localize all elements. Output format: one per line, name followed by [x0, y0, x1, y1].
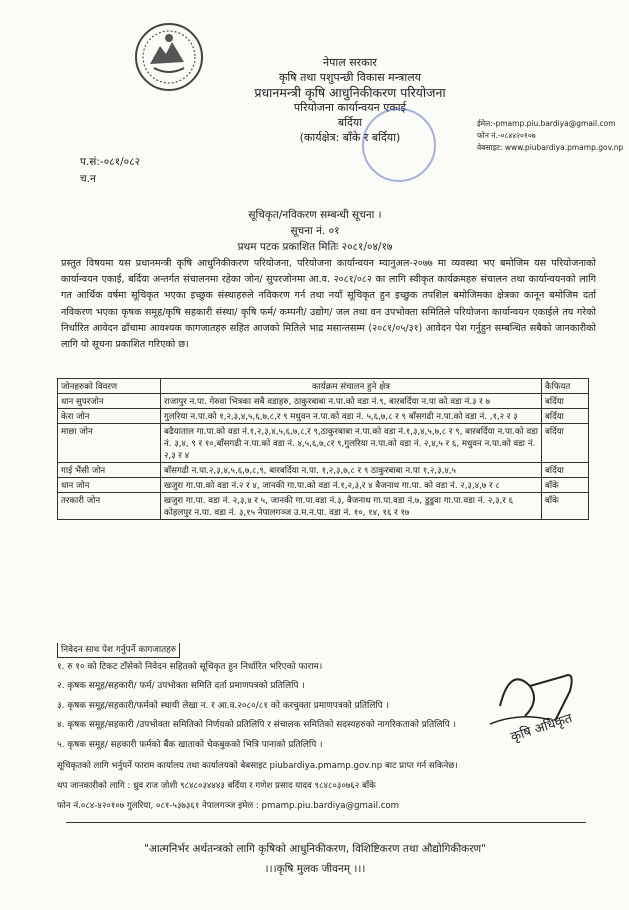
- remark-cell: बर्दिया: [542, 409, 589, 424]
- remark-cell: बर्दिया: [542, 394, 589, 409]
- table-header-row: [58, 379, 589, 394]
- signature-title: कृषि अधिकृत: [508, 711, 575, 746]
- header-line: नेपाल सरकार: [323, 56, 377, 69]
- footer-divider: [66, 822, 586, 823]
- footer-motto: ।।।कृषि मुलक जीवनम् ।।।: [264, 863, 366, 875]
- ref-patra: प.सं:-०८१/०८२: [80, 156, 141, 168]
- extra-line: थप जानकारीको लागि : ध्रुव राज जोशी ९८४८०३४४४३ बर्दिया र गणेश प्रसाद यादव ९८४८०३०७६२ बाँके: [57, 780, 376, 791]
- notice-number: सूचना नं. ०१: [290, 225, 340, 237]
- remark-cell: बर्दिया: [542, 463, 589, 478]
- list-item: ४. कृषक समूह/सहकारी /उपभोक्ता समितिको निर्णयको प्रतिलिपि र संचालक समितिको सदस्यहरुको नागरिकताको प्रतिलिपि ।: [57, 720, 457, 731]
- list-item: २. कृषक समूह/सहकारी/ फर्म/ उपभोक्ता समिति दर्ता प्रमाणपत्रको प्रतिलिपि ।: [57, 681, 305, 692]
- zone-cell: गाई भैंसी जोन: [58, 463, 161, 478]
- documents-block: [57, 640, 457, 659]
- area-cell: बढैयाताल गा.पा.को वडा नं.१,२,३,४,५,६,७,८,र ९,ठाकुरबाबा न.पा.को वडा नं.१,३,४,५,७,८ र ९, बारबर्दिया न.पा.को वडा नं. ३,४, ९ र १०,बाँसगढी न.पा.को वडा नं. ४,५,६,७,८र ९,गुलरिया न.पा.को वडा नं. २,४,५ र ६, मधुवन न.पा.को वडा नं. २,३ र ४: [161, 424, 542, 463]
- area-cell: खजुरा गा.पा.को वडा नं.२ र ४, जानकी गा.पा.को वडा नं.१,२,३,र ४ बैजनाथ गा.पा. को वडा नं. २,३,४,७ र ८: [161, 478, 542, 493]
- signature-icon: [470, 646, 610, 766]
- header-block: [200, 55, 500, 145]
- list-item: ३. कृषक समूह/सहकारी/फर्मको स्थायी लेखा न. र आ.व.२०८०/८१ को करचुक्ता प्रमाणपत्रको प्रतिलिपि ।: [57, 700, 389, 711]
- extra-line: फोन नं.०८४-४२०१०७ गुलरिया, ०८१-५३७३६१ नेपालगञ्ज इमेल : pmamp.piu.bardiya@gmail.com: [57, 800, 400, 811]
- notice-date: प्रथम पटक प्रकाशित मितिः २०८१/०४/१७: [237, 241, 393, 253]
- remark-cell: बाँके: [542, 478, 589, 493]
- ref-chalani: च.न: [80, 173, 96, 185]
- documents-list: [57, 658, 477, 755]
- area-cell: खजुरा गा.पा. वडा नं. २,३,४ र ५, जानकी गा.पा.वडा नं.३, बैजनाथ गा.पा.वडा नं.७, डुडुवा गा.पा.वडा नं. २,३,र ६ कोहलपुर न.पा. वडा नं. ३,१५ नेपालगञ्ज उ.म.न.पा. वडा नं. १०, १४, १६ र १७: [161, 493, 542, 520]
- header-line: परियोजना कार्यान्वयन एकाई: [293, 101, 407, 114]
- table-header: कार्यक्रम संचालन हुने क्षेत्र: [161, 379, 542, 394]
- phone-text: फोन नं.-०८४४२०१०७: [477, 131, 536, 140]
- area-cell: बाँसगढी न.पा.२,३,४,५,६,७,८,९, बारबर्दिया न.पा. १,२,३,७,८ र ९ ठाकुरबाबा न.पा १,२,३,४,५: [161, 463, 542, 478]
- contact-block: [477, 118, 623, 154]
- notice-paragraph: प्रस्तुत विषयमा यस प्रधानमन्त्री कृषि आधुनिकीकरण परियोजना, परियोजना कार्यान्वयन म्यानुअल-२०७७ मा व्यवस्था भए बमोजिम यस परियोजनाको कार्यान्वयन एकाई, बर्दिया अन्तर्गत संचालनमा रहेका जोन/ सुपरजोनमा आ.व. २०८१/०८२ का लागि स्वीकृत कार्यक्रमहरु संचालन तथा कार्यान्वयनको लागि गत आर्थिक वर्षमा सूचिकृत भएका इच्छुक संस्थाहरुले नविकरण गर्न तथा नयाँ सूचिकृत हुन इच्छुक तपशिल बमोजिमका क्षेत्रका कानून बमोजिम दर्ता नविकरण भएका कृषक समूह/कृषि सहकारी संस्था/ कृषि फर्म/ कम्पनी/ उद्योग/ जल तथा वन उपभोक्ता समितिले परियोजना कार्यान्वयन एकाईले तय गरेको निर्धारित आवेदन ढाँचामा आवश्यक कागजातहरु सहित आजको मितिले भाद्र मसान्तसम्म (२०८१/०५/३१) आवेदन पेश गर्नुहुन सम्बन्धित सबैको जानकारीको लागि यो सूचना प्रकाशित गरिएको छ।: [61, 258, 596, 351]
- table-row: [58, 463, 589, 478]
- area-cell: राजापुर न.पा. गेरुवा भित्रका सबै वडाहरु, ठाकुरबाबा न.पा.को वडा नं.९, बारबर्दिया न.पा को वडा नं.३ र ७: [161, 394, 542, 409]
- footer-slogan: "आत्मनिर्भर अर्थतन्त्रको लागि कृषिको आधुनिकीकरण, विशिष्टिकरण तथा औद्योगिकीकरण": [144, 843, 486, 855]
- remark-cell: बाँके: [542, 493, 589, 520]
- notice-subject: सूचिकृत/नविकरण सम्बन्धी सूचना ।: [248, 209, 382, 221]
- website-text: वेबसाइट: www.piubardiya.pmamp.gov.np: [477, 143, 624, 152]
- zone-cell: तरकारी जोन: [58, 493, 161, 520]
- zone-cell: धान जोन: [58, 478, 161, 493]
- table-row: [58, 394, 589, 409]
- table-row: [58, 424, 589, 463]
- header-line: बर्दिया: [337, 116, 363, 129]
- header-line: प्रधानमन्त्री कृषि आधुनिकीकरण परियोजना: [254, 85, 446, 100]
- zone-table: [57, 378, 589, 520]
- zone-cell: धान सुपरजोन: [58, 394, 161, 409]
- zone-cell: माछा जोन: [58, 424, 161, 463]
- email-text: ईमेल:-pmamp.piu.bardiya@gmail.com: [477, 119, 616, 128]
- header-line: कृषि तथा पशुपन्छी विकास मन्त्रालय: [278, 71, 422, 84]
- table-header: कैफियत: [542, 379, 589, 394]
- header-line: (कार्यक्षेत्र: बाँके र बर्दिया): [299, 131, 401, 144]
- list-item: ५. कृषक समूह/ सहकारी फर्मको बैंक खाताको चेकबुकको भित्रि पानाको प्रतिलिपि ।: [57, 739, 323, 750]
- nepal-emblem-icon: [132, 22, 206, 92]
- table-row: [58, 409, 589, 424]
- office-stamp: [362, 108, 436, 182]
- area-cell: गुलरिया न.पा.को १,२,३,४,५,६,७,८,र ९ मधुवन न.पा.को वडा नं. ५,६,७,८ र ९ बाँसगढी न.पा.को वडा नं. ,१,२ र ३: [161, 409, 542, 424]
- documents-title: निवेदन साथ पेश गर्नुपर्ने कागजातहरु: [57, 643, 180, 658]
- remark-cell: बर्दिया: [542, 424, 589, 463]
- list-item: १. रु १० को टिकट टाँसेको निवेदन सहितको सूचिकृत हुन निर्धारित भरिएको फाराम।: [57, 662, 323, 672]
- table-row: [58, 493, 589, 520]
- zone-cell: केरा जोन: [58, 409, 161, 424]
- table-header: जोनहरुको विवरण: [58, 379, 161, 394]
- extra-line: सूचिकृतको लागि भर्नुपर्ने फाराम कार्यालय तथा कार्यालयको बेबसाइट piubardiya.pmamp.gov.np बाट प्राप्त गर्न सकिनेछ।: [57, 761, 458, 771]
- table-row: [58, 478, 589, 493]
